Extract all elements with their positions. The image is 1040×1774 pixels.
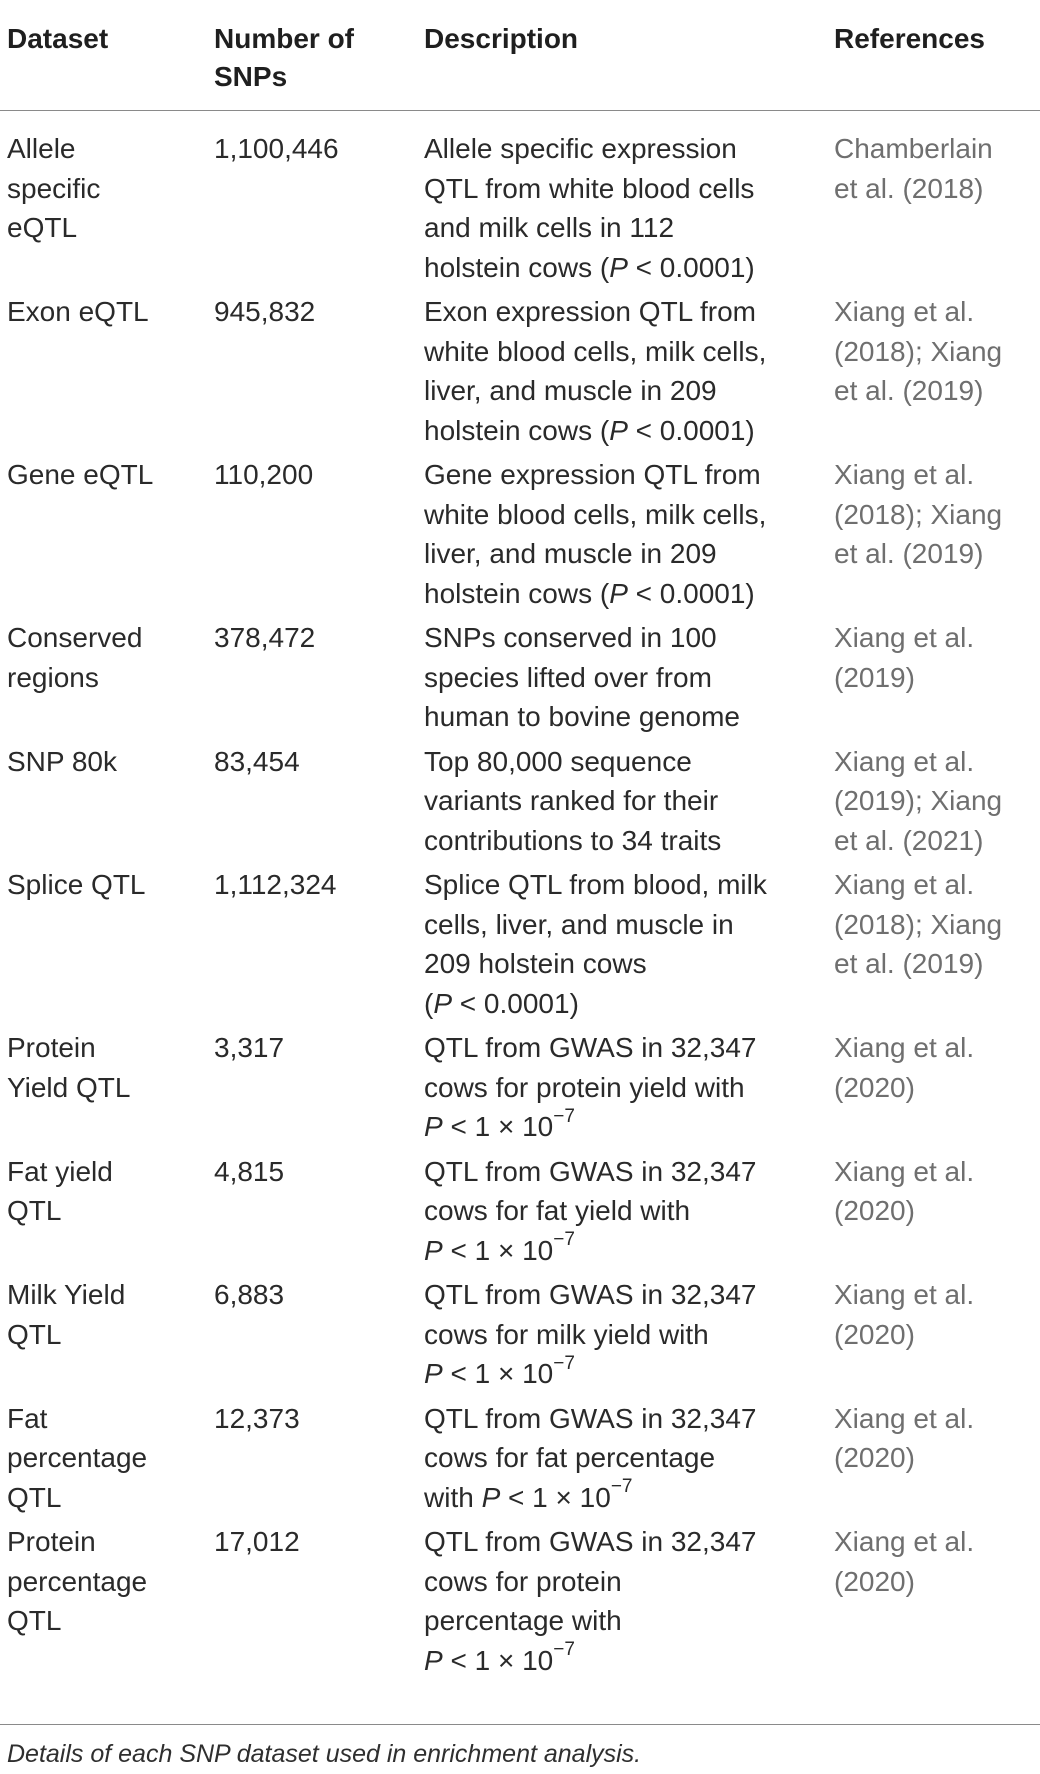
- description-line: 209 holstein cows: [424, 948, 647, 979]
- reference-line: (2018); Xiang: [834, 498, 1003, 530]
- references-cell: [834, 1522, 1040, 1685]
- snp-count: 378,472: [214, 622, 316, 653]
- dataset-cell: [0, 742, 214, 866]
- dataset-cell: [0, 455, 214, 618]
- reference-line: et al. (2019): [834, 948, 984, 979]
- description-cell: [424, 455, 834, 618]
- header-dataset: [0, 0, 214, 111]
- description-line: cows for protein: [424, 1565, 622, 1597]
- snp-count-cell: [214, 1028, 424, 1152]
- table-row: [0, 455, 1040, 618]
- table-row: [0, 1522, 1040, 1685]
- dataset-line: Allele: [7, 133, 76, 164]
- reference-line: Xiang et al.: [834, 1279, 975, 1310]
- description-line: QTL from GWAS in 32,347: [424, 1402, 757, 1434]
- snp-count-cell: [214, 292, 424, 455]
- references-cell: [834, 1275, 1040, 1399]
- dataset-cell: [0, 1399, 214, 1523]
- reference-line: (2019): [834, 661, 915, 693]
- description-line: and milk cells in 112: [424, 212, 675, 243]
- table-row: [0, 865, 1040, 1028]
- description-line: cows for milk yield with: [424, 1318, 709, 1350]
- description-line: with $P < 1 \times 10^{-7}$: [424, 1476, 633, 1513]
- table-row: [0, 1028, 1040, 1152]
- dataset-line: Splice QTL: [7, 869, 146, 900]
- description-cell: [424, 1522, 834, 1685]
- dataset-line: specific: [7, 172, 101, 204]
- snp-count: 17,012: [214, 1526, 300, 1557]
- header-label-line: Number of: [214, 23, 354, 54]
- description-cell: [424, 1152, 834, 1276]
- description-line: holstein cows (P < 0.0001): [424, 577, 755, 609]
- reference-line: (2020): [834, 1318, 915, 1350]
- description-line: SNPs conserved in 100: [424, 622, 717, 653]
- snp-count: 6,883: [214, 1279, 285, 1310]
- references-cell: [834, 455, 1040, 618]
- description-line: Top 80,000 sequence: [424, 745, 692, 777]
- table-row: [0, 1152, 1040, 1276]
- snp-count: 1,100,446: [214, 133, 339, 164]
- description-line: Gene expression QTL from: [424, 459, 761, 490]
- dataset-line: QTL: [7, 1481, 62, 1513]
- table-caption: Details of each SNP dataset used in enrichment analysis.: [7, 1740, 642, 1768]
- reference-line: Xiang et al.: [834, 1032, 975, 1063]
- dataset-cell: [0, 1275, 214, 1399]
- dataset-line: Protein: [7, 1526, 96, 1557]
- description-line: holstein cows (P < 0.0001): [424, 251, 755, 283]
- header-label-line: Dataset: [7, 23, 109, 54]
- reference-line: et al. (2021): [834, 824, 984, 856]
- description-line: $P < 1 \times 10^{-7}$: [424, 1229, 575, 1266]
- dataset-cell: [0, 618, 214, 742]
- description-line: Splice QTL from blood, milk: [424, 869, 767, 900]
- description-line: QTL from GWAS in 32,347: [424, 1279, 757, 1310]
- references-cell: [834, 1399, 1040, 1523]
- reference-line: (2020): [834, 1565, 915, 1597]
- reference-line: et al. (2019): [834, 375, 984, 406]
- snp-count: 12,373: [214, 1402, 300, 1434]
- snp-count: 110,200: [214, 459, 314, 490]
- description-line: percentage with: [424, 1605, 622, 1636]
- header-description: [424, 0, 834, 111]
- description-cell: [424, 292, 834, 455]
- description-cell: [424, 1028, 834, 1152]
- description-line: $P < 1 \times 10^{-7}$: [424, 1352, 575, 1389]
- dataset-line: Conserved: [7, 622, 143, 653]
- header-number-of-snps: [214, 0, 424, 111]
- dataset-cell: [0, 111, 214, 293]
- dataset-line: Fat yield: [7, 1155, 113, 1187]
- dataset-line: Gene eQTL: [7, 459, 154, 490]
- header-row: [0, 0, 1040, 111]
- reference-line: (2020): [834, 1442, 915, 1473]
- description-line: QTL from GWAS in 32,347: [424, 1032, 757, 1063]
- snp-count-cell: [214, 1399, 424, 1523]
- dataset-line: regions: [7, 661, 99, 693]
- dataset-line: percentage: [7, 1565, 148, 1597]
- snp-count-cell: [214, 455, 424, 618]
- dataset-cell: [0, 1152, 214, 1276]
- reference-line: Xiang et al.: [834, 622, 975, 653]
- description-line: Allele specific expression: [424, 133, 737, 164]
- snp-count-cell: [214, 742, 424, 866]
- description-line: QTL from GWAS in 32,347: [424, 1526, 757, 1557]
- references-cell: [834, 618, 1040, 742]
- snp-count-cell: [214, 1522, 424, 1685]
- dataset-line: percentage: [7, 1442, 148, 1473]
- description-line: cows for fat yield with: [424, 1195, 691, 1226]
- description-line: $P < 1 \times 10^{-7}$: [424, 1105, 575, 1142]
- dataset-line: Yield QTL: [7, 1071, 131, 1103]
- description-line: QTL from white blood cells: [424, 172, 755, 204]
- reference-line: (2020): [834, 1195, 915, 1226]
- reference-line: (2018); Xiang: [834, 335, 1003, 367]
- description-cell: [424, 618, 834, 742]
- header-label-line: Description: [424, 23, 579, 54]
- reference-line: Xiang et al.: [834, 1526, 975, 1557]
- dataset-line: QTL: [7, 1318, 62, 1350]
- snp-count: 83,454: [214, 745, 300, 777]
- snp-count: 945,832: [214, 296, 316, 327]
- table-row: [0, 292, 1040, 455]
- description-line: liver, and muscle in 209: [424, 538, 717, 569]
- header-label-line: SNPs: [214, 61, 288, 92]
- description-line: (P < 0.0001): [424, 987, 579, 1019]
- reference-line: (2018); Xiang: [834, 908, 1003, 940]
- dataset-line: Protein: [7, 1032, 96, 1063]
- reference-line: et al. (2018): [834, 172, 984, 204]
- references-cell: [834, 865, 1040, 1028]
- snp-count-cell: [214, 111, 424, 293]
- snp-count-cell: [214, 865, 424, 1028]
- table-row: [0, 742, 1040, 866]
- table-row: [0, 1275, 1040, 1399]
- description-line: holstein cows (P < 0.0001): [424, 414, 755, 446]
- dataset-cell: [0, 292, 214, 455]
- dataset-line: eQTL: [7, 212, 78, 243]
- description-line: white blood cells, milk cells,: [424, 335, 767, 367]
- references-cell: [834, 292, 1040, 455]
- header-label-line: References: [834, 23, 985, 54]
- description-line: Exon expression QTL from: [424, 296, 756, 327]
- description-cell: [424, 742, 834, 866]
- description-cell: [424, 1399, 834, 1523]
- table-row: [0, 618, 1040, 742]
- description-cell: [424, 1275, 834, 1399]
- reference-line: Xiang et al.: [834, 459, 975, 490]
- description-line: species lifted over from: [424, 661, 712, 693]
- table-row: [0, 1399, 1040, 1523]
- description-line: white blood cells, milk cells,: [424, 498, 767, 530]
- snp-count: 4,815: [214, 1155, 285, 1187]
- table-bottom-rule: [0, 1724, 1040, 1725]
- dataset-line: SNP 80k: [7, 745, 117, 777]
- reference-line: Xiang et al.: [834, 296, 975, 327]
- snp-count-cell: [214, 1152, 424, 1276]
- snp-count-cell: [214, 1275, 424, 1399]
- dataset-cell: [0, 1028, 214, 1152]
- reference-line: Xiang et al.: [834, 745, 975, 777]
- dataset-line: QTL: [7, 1195, 62, 1226]
- description-line: liver, and muscle in 209: [424, 375, 717, 406]
- description-line: cows for protein yield with: [424, 1071, 745, 1103]
- reference-line: (2020): [834, 1071, 915, 1103]
- references-cell: [834, 1028, 1040, 1152]
- reference-line: Chamberlain: [834, 133, 993, 164]
- description-line: human to bovine genome: [424, 701, 740, 732]
- description-cell: [424, 111, 834, 293]
- description-line: cells, liver, and muscle in: [424, 908, 734, 940]
- snp-count: 1,112,324: [214, 869, 337, 900]
- snp-count-cell: [214, 618, 424, 742]
- dataset-line: QTL: [7, 1605, 62, 1636]
- snp-count: 3,317: [214, 1032, 285, 1063]
- reference-line: (2019); Xiang: [834, 785, 1003, 816]
- reference-line: Xiang et al.: [834, 1402, 975, 1434]
- reference-line: et al. (2019): [834, 538, 984, 569]
- description-cell: [424, 865, 834, 1028]
- references-cell: [834, 742, 1040, 866]
- table-row: [0, 111, 1040, 293]
- dataset-line: Exon eQTL: [7, 296, 149, 327]
- description-line: variants ranked for their: [424, 785, 719, 816]
- dataset-cell: [0, 1522, 214, 1685]
- description-line: $P < 1 \times 10^{-7}$: [424, 1639, 575, 1676]
- description-line: contributions to 34 traits: [424, 824, 722, 856]
- references-cell: [834, 1152, 1040, 1276]
- dataset-cell: [0, 865, 214, 1028]
- dataset-line: Milk Yield: [7, 1279, 126, 1310]
- description-line: cows for fat percentage: [424, 1442, 716, 1473]
- header-references: [834, 0, 1040, 111]
- table-body: [0, 111, 1040, 1686]
- description-line: QTL from GWAS in 32,347: [424, 1155, 757, 1187]
- reference-line: Xiang et al.: [834, 1155, 975, 1187]
- reference-line: Xiang et al.: [834, 869, 975, 900]
- dataset-line: Fat: [7, 1402, 48, 1434]
- references-cell: [834, 111, 1040, 293]
- table-header: [0, 0, 1040, 111]
